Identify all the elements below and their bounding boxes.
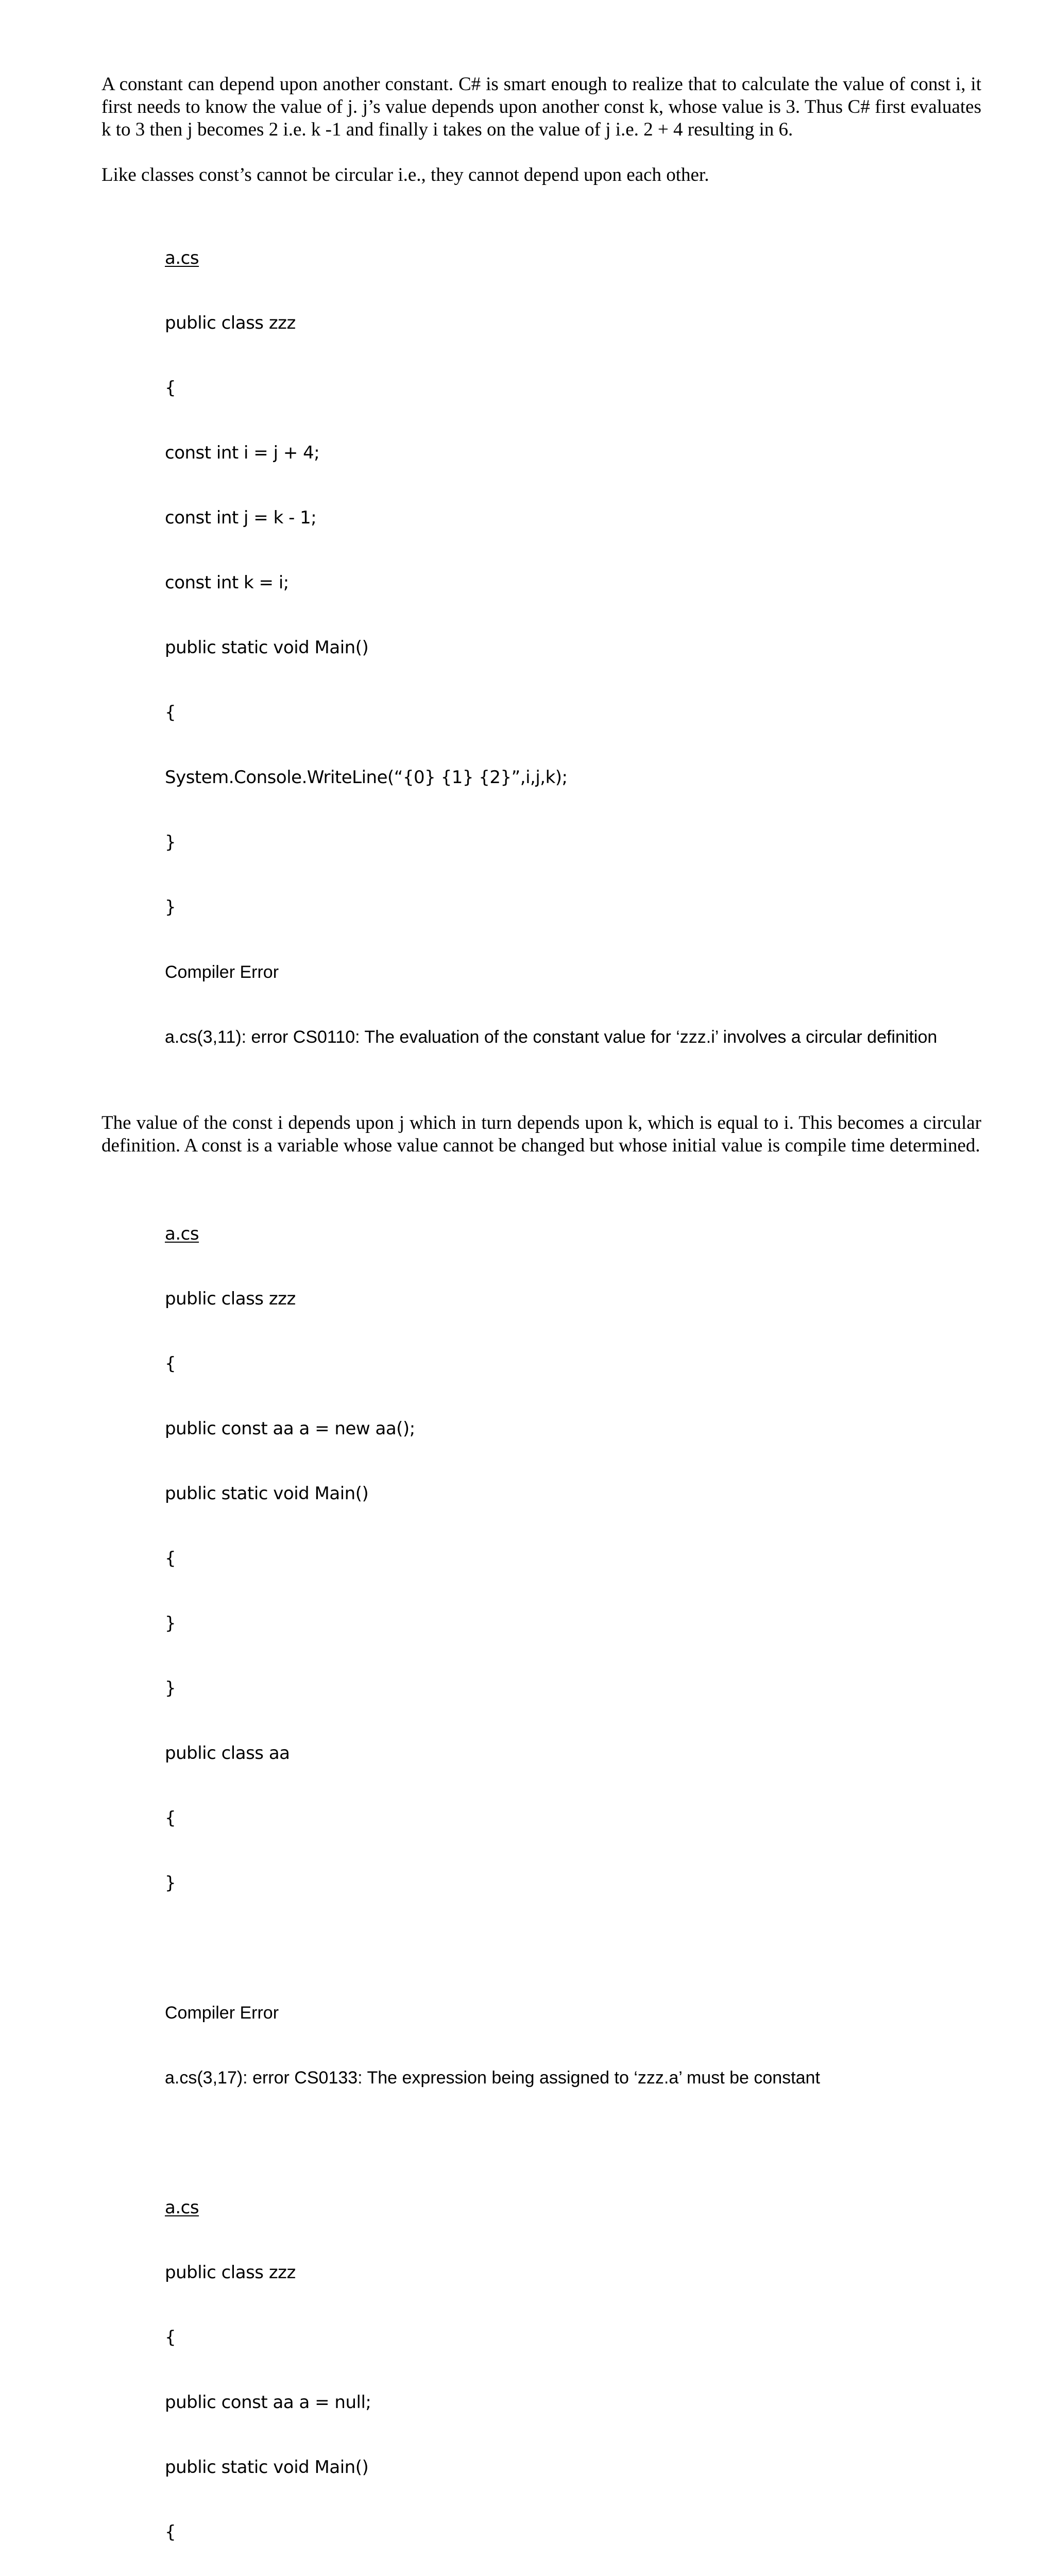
code-line: public static void Main() [165,637,369,658]
code-line: { [165,2522,176,2543]
code-line: } [165,1613,176,1634]
code-line: { [165,1353,176,1374]
code-filename: a.cs [165,248,199,268]
code-line: public const aa a = null; [165,2392,371,2413]
paragraph-constant-dependency: A constant can depend upon another constant. C# is smart enough to realize that to calculate the value of const i, it first needs to know the value of j. j’s value depends upon another const k, whose value is 3. Thus C# first evaluates k to 3 then j becomes 2 i.e. k -1 and finally i takes on the value of j i.e. 2 + 4 resulting in 6. [101,74,981,140]
code-line: } [165,832,176,853]
compiler-error-heading: Compiler Error [165,962,279,982]
code-line: public class zzz [165,2262,296,2283]
compiler-error-message: a.cs(3,17): error CS0133: The expression being assigned to ‘zzz.a’ must be constant [165,2068,820,2088]
code-line: public static void Main() [165,2457,369,2478]
code-listing-new-object [165,1180,981,2132]
code-line: } [165,1873,176,1893]
code-line: { [165,2327,176,2348]
code-line: const int i = j + 4; [165,443,320,463]
code-line: } [165,897,176,918]
code-listing-null-const [165,2154,981,2576]
code-line: } [165,1678,176,1699]
code-line: public class zzz [165,313,296,333]
code-line: { [165,1808,176,1828]
code-line: { [165,1548,176,1569]
paragraph-circular-consts: Like classes const’s cannot be circular i.e., they cannot depend upon each other. [101,164,709,185]
code-line: public class aa [165,1743,290,1764]
code-line: public const aa a = new aa(); [165,1418,415,1439]
paragraph-circular-definition: The value of the const i depends upon j which in turn depends upon k, which is equal to i. This becomes a circular definition. A const is a variable whose value cannot be changed but whose initial value is compile time determined. [101,1112,981,1156]
code-line: { [165,702,176,723]
code-line: const int j = k - 1; [165,507,317,528]
code-line: const int k = i; [165,572,289,593]
compiler-error-heading: Compiler Error [165,2003,279,2023]
code-filename: a.cs [165,2197,199,2218]
document-page [101,73,981,2576]
compiler-error-message: a.cs(3,11): error CS0110: The evaluation of the constant value for ‘zzz.i’ involves a circular definition [165,1027,938,1047]
code-line: { [165,378,176,398]
code-line: public class zzz [165,1289,296,1309]
code-line: public static void Main() [165,1483,369,1504]
code-line: System.Console.WriteLine(“{0} {1} {2}”,i,j,k); [165,767,568,788]
blank-line [165,1937,981,1959]
code-filename: a.cs [165,1224,199,1244]
code-listing-circular [165,204,981,1091]
